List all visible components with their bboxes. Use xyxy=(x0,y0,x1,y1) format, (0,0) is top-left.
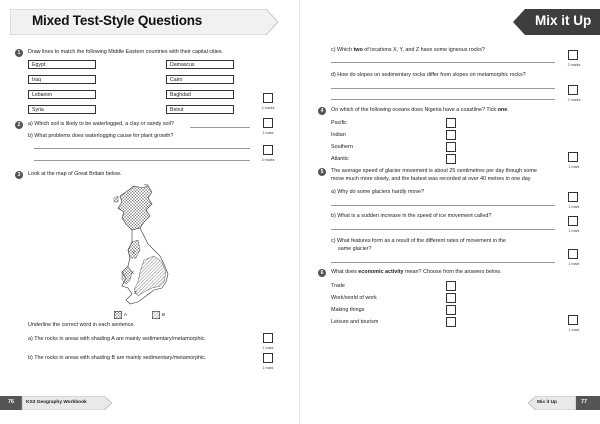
q2a-answer-line[interactable] xyxy=(190,127,250,128)
right-page xyxy=(300,0,600,424)
q3d-marks: 2 marks xyxy=(567,98,581,102)
q6-marks: 1 mark xyxy=(568,328,580,332)
page-number: 77 xyxy=(581,399,588,405)
q6-option-label: Making things xyxy=(331,307,365,313)
country-box-3[interactable]: Lebanon xyxy=(28,90,96,99)
q3b-text: b) The rocks in areas with shading B are mainly sedimentary/metamorphic. xyxy=(28,355,207,361)
capital-box-3[interactable]: Baghdad xyxy=(166,90,234,99)
q4-option-checkbox-southern[interactable] xyxy=(446,142,456,152)
capital-box-1[interactable]: Damascus xyxy=(166,60,234,69)
map-legend-b: B xyxy=(152,311,165,319)
book-title: KS3 Geography Workbook xyxy=(26,400,87,405)
q5-intro-line-1: The average speed of glacier movement is about 25 centimetres per day though some xyxy=(331,168,537,174)
q6-option-checkbox-trade[interactable] xyxy=(446,281,456,291)
q3c-text: c) Which two of locations X, Y, and Z have some igneous rocks? xyxy=(331,47,485,53)
question-number-3: 3 xyxy=(15,171,23,179)
q3d-text: d) How do slopes on sedimentary rocks differ from slopes on metamorphic rocks? xyxy=(331,72,526,78)
q5a-answer-line[interactable] xyxy=(331,205,555,206)
q5c-mark-box[interactable] xyxy=(568,249,578,259)
q3c-mark-box[interactable] xyxy=(568,50,578,60)
q6-option-checkbox-work[interactable] xyxy=(446,293,456,303)
q4-mark-box[interactable] xyxy=(568,152,578,162)
q2b-marks: 3 marks xyxy=(261,158,275,162)
q6-option-label: Leisure and tourism xyxy=(331,319,379,325)
q6-option-checkbox-making-things[interactable] xyxy=(446,305,456,315)
q4-option-label: Pacific xyxy=(331,120,347,126)
question-number-1: 1 xyxy=(15,49,23,57)
q4-option-checkbox-pacific[interactable] xyxy=(446,118,456,128)
map-label-z: Z xyxy=(134,290,137,295)
q6-option-label: Trade xyxy=(331,283,345,289)
q4-option-label: Atlantic xyxy=(331,156,349,162)
q2b-answer-line-1[interactable] xyxy=(34,148,250,149)
page-number: 76 xyxy=(8,399,15,405)
q5c-answer-line[interactable] xyxy=(331,262,555,263)
q3c-answer-line[interactable] xyxy=(331,62,555,63)
question-number-5: 5 xyxy=(318,168,326,176)
page-footer-right xyxy=(528,396,600,410)
q6-prompt: What does economic activity mean? Choose from the answers below. xyxy=(331,269,502,275)
capital-box-2[interactable]: Cairo xyxy=(166,75,234,84)
q6-option-label: Work/world of work xyxy=(331,295,377,301)
page-header xyxy=(513,9,600,35)
question-number-2: 2 xyxy=(15,121,23,129)
q2b-answer-line-2[interactable] xyxy=(34,160,250,161)
q3a-text: a) The rocks in areas with shading A are mainly sedimentary/metamorphic. xyxy=(28,336,206,342)
q1-marks: 4 marks xyxy=(261,106,275,110)
q2b-mark-box[interactable] xyxy=(263,145,273,155)
q3b-marks: 1 mark xyxy=(262,366,274,370)
q2a-text: a) Which soil is likely to be waterlogged, a clay or sandy soil? xyxy=(28,121,174,127)
q3a-marks: 1 mark xyxy=(262,346,274,350)
book-title: Mix it Up xyxy=(537,400,557,405)
q2a-mark-box[interactable] xyxy=(263,118,273,128)
q4-prompt: On which of the following oceans does Nigeria have a coastline? Tick one. xyxy=(331,107,509,113)
country-box-1[interactable]: Egypt xyxy=(28,60,96,69)
capital-box-4[interactable]: Beirut xyxy=(166,105,234,114)
country-box-2[interactable]: Iraq xyxy=(28,75,96,84)
q3c-marks: 2 marks xyxy=(567,63,581,67)
page-title: Mix it Up xyxy=(535,13,592,28)
question-number-6: 6 xyxy=(318,269,326,277)
map-legend-a: A xyxy=(114,311,127,319)
great-britain-map xyxy=(104,184,174,310)
q4-option-checkbox-atlantic[interactable] xyxy=(446,154,456,164)
q5b-answer-line[interactable] xyxy=(331,229,555,230)
page-title: Mixed Test-Style Questions xyxy=(32,13,203,28)
q5a-marks: 1 mark xyxy=(568,205,580,209)
q6-mark-box[interactable] xyxy=(568,315,578,325)
question-number-4: 4 xyxy=(318,107,326,115)
q3a-mark-box[interactable] xyxy=(263,333,273,343)
q2a-marks: 1 mark xyxy=(262,131,274,135)
q6-option-checkbox-leisure[interactable] xyxy=(446,317,456,327)
q5b-text: b) What is a sudden increase in the speed of ice movement called? xyxy=(331,213,492,219)
q5c-marks: 1 mark xyxy=(568,262,580,266)
q5a-mark-box[interactable] xyxy=(568,192,578,202)
q5-intro-line-2: move much more slowly, and the fastest was recorded at over 40 metres in one day. xyxy=(331,176,532,182)
q3b-mark-box[interactable] xyxy=(263,353,273,363)
q4-option-label: Southern xyxy=(331,144,353,150)
q5a-text: a) Why do some glaciers hardly move? xyxy=(331,189,425,195)
q3-prompt: Look at the map of Great Britain below. xyxy=(28,171,122,177)
q5c-text-line-2: same glacier? xyxy=(338,246,372,252)
q1-mark-box[interactable] xyxy=(263,93,273,103)
q5b-marks: 1 mark xyxy=(568,229,580,233)
q3-instruction: Underline the correct word in each sentence. xyxy=(28,322,135,328)
map-label-x: X xyxy=(131,270,135,275)
q3d-mark-box[interactable] xyxy=(568,85,578,95)
q5c-text-line-1: c) What features form as a result of the different rates of movement in the xyxy=(331,238,506,244)
q4-option-label: Indian xyxy=(331,132,346,138)
scotland-region xyxy=(118,186,152,230)
q1-prompt: Draw lines to match the following Middle Eastern countries with their capital cities. xyxy=(28,49,224,55)
q4-marks: 1 mark xyxy=(568,165,580,169)
map-label-y: Y xyxy=(132,250,136,255)
country-box-4[interactable]: Syria xyxy=(28,105,96,114)
q3d-answer-line-1[interactable] xyxy=(331,88,555,89)
q3d-answer-line-2[interactable] xyxy=(331,99,555,100)
q2b-text: b) What problems does waterlogging cause for plant growth? xyxy=(28,133,174,139)
page-footer xyxy=(0,396,112,410)
q4-option-checkbox-indian[interactable] xyxy=(446,130,456,140)
q5b-mark-box[interactable] xyxy=(568,216,578,226)
page-header xyxy=(10,9,278,35)
